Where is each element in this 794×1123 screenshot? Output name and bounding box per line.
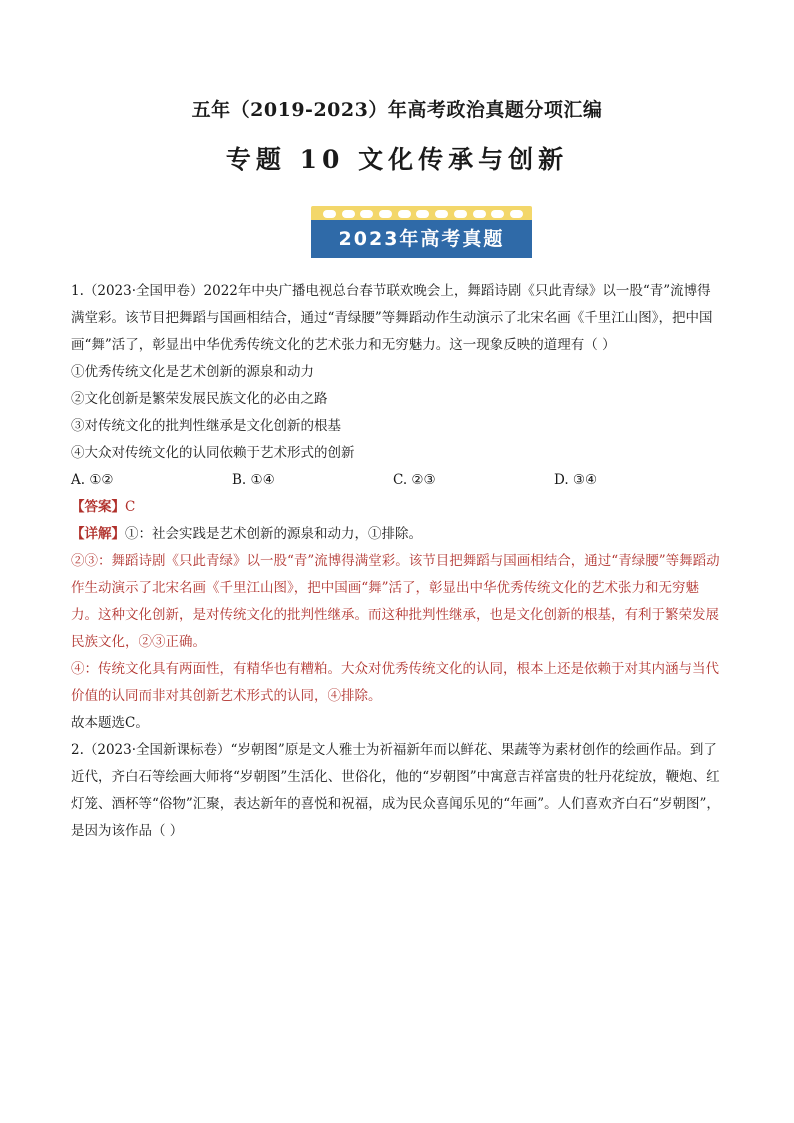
detail-text-1: ①：社会实践是艺术创新的源泉和动力，①排除。 <box>125 526 422 542</box>
topic-subtitle: 专题 10 文化传承与创新 <box>225 145 569 174</box>
banner-label: 2023年高考真题 <box>311 220 532 258</box>
document-title: 五年（2019-2023）年高考政治真题分项汇编 <box>191 99 603 121</box>
statement-1: ①优秀传统文化是艺术创新的源泉和动力 <box>71 364 314 380</box>
question-1-stem: 1.（2023·全国甲卷）2022年中央广播电视总台春节联欢晚会上，舞蹈诗剧《只此青绿》以一股“青”流博得满堂彩。该节目把舞蹈与国画相结合，通过“青绿腰”等舞蹈动作生动演示了北宋名画《千里江山图》，把中国画“舞”活了，彰显出中华优秀传统文化的艺术张力和无穷魅力。这一现象反映的道理有（ ） <box>71 283 713 353</box>
detail-label: 【详解】 <box>71 526 125 542</box>
conclusion-line: 故本题选C。 <box>71 715 149 731</box>
question-2-stem: 2.（2023·全国新课标卷）“岁朝图”原是文人雅士为祈福新年而以鲜花、果蔬等为素材创作的绘画作品。到了近代，齐白石等绘画大师将“岁朝图”生活化、世俗化，他的“岁朝图”中寓意吉祥富贵的牡丹花绽放，鞭炮、红灯笼、酒杯等“俗物”汇聚，表达新年的喜悦和祝福，成为民众喜闻乐见的“年画”。人们喜欢齐白石“岁朝图”，是因为该作品（ ） <box>71 742 720 839</box>
answer-label: 【答案】 <box>71 499 125 515</box>
answer-choices <box>71 467 723 494</box>
choice-d: D. ③④ <box>554 472 598 488</box>
detail-line-1 <box>71 521 723 548</box>
statement-4: ④大众对传统文化的认同依赖于艺术形式的创新 <box>71 445 355 461</box>
detail-text-2: ②③：舞蹈诗剧《只此青绿》以一股“青”流博得满堂彩。该节目把舞蹈与国画相结合，通过“青绿腰”等舞蹈动作生动演示了北宋名画《千里江山图》，把中国画“舞”活了，彰显出中华优秀传统文化的艺术张力和无穷魅力。这种文化创新，是对传统文化的批判性继承。而这种批判性继承，也是文化创新的根基，有利于繁荣发展民族文化，②③正确。 <box>71 553 720 650</box>
question-content <box>71 278 723 845</box>
statement-3: ③对传统文化的批判性继承是文化创新的根基 <box>71 418 341 434</box>
choice-a: A. ①② <box>71 472 114 488</box>
choice-c: C. ②③ <box>393 472 436 488</box>
detail-text-3: ④：传统文化具有两面性，有精华也有糟粕。大众对优秀传统文化的认同，根本上还是依赖于对其内涵与当代价值的认同而非对其创新艺术形式的认同，④排除。 <box>71 661 719 704</box>
choice-b: B. ①④ <box>232 472 275 488</box>
answer-value: C <box>125 499 136 515</box>
answer-line <box>71 494 723 521</box>
statement-2: ②文化创新是繁荣发展民族文化的必由之路 <box>71 391 328 407</box>
section-banner <box>311 206 532 258</box>
